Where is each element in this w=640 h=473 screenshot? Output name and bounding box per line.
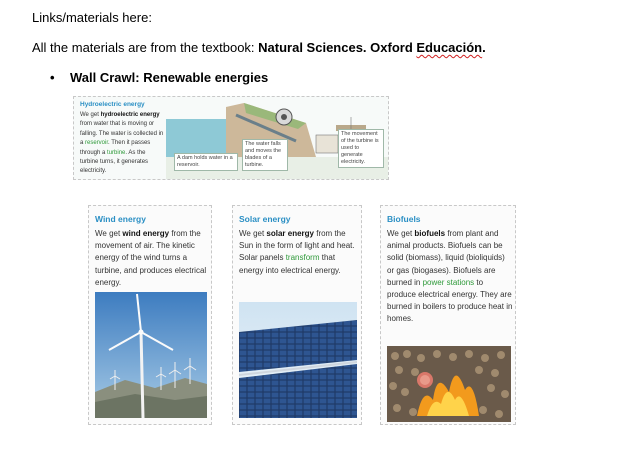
biofuels-text-e: to produce electrical energy. They are burned in boilers to produce heat in homes. [387,277,513,324]
wind-text-b: wind energy [122,229,170,238]
solar-text-b: solar energy [266,229,314,238]
wind-card [88,205,212,425]
solar-text-e: that energy into electrical energy. [239,253,341,275]
wind-turbine-photo [95,292,207,418]
wind-text-a: We get [95,229,123,238]
hydro-text-d: reservoir [85,140,109,147]
intro-prefix: All the materials are from the textbook: [32,40,259,55]
solar-title: Solar energy [239,214,291,224]
biofuels-text-a: We get [387,229,415,238]
hydro-text-a: We get [80,112,101,118]
book-title-text: Natural Sciences. Oxford [258,40,417,55]
intro-line [32,40,486,55]
bullet-item [50,70,268,85]
book-title [258,40,486,55]
hydro-text-g: . As the turbine turns, it generates electricity. [80,149,149,175]
callout-movement: The movement of the turbine is used to generate electricity. [338,129,384,168]
wind-text-c: from the movement of air. The kinetic energy of the wind turns a turbine, and produces electrical energy. [95,229,207,287]
biofuels-text-b: biofuels [414,229,446,238]
biofuels-title: Biofuels [387,214,421,224]
hydro-text-f: turbine [107,149,126,156]
bullet-symbol: • [50,70,55,85]
wind-title: Wind energy [95,214,146,224]
solar-text-a: We get [239,229,267,238]
hydro-text-e: . Then it passes through a [80,140,151,156]
hydro-title: Hydroelectric energy [80,101,145,108]
biofuels-text-c: from plant and animal products. Biofuels can be solid (biomass), liquid (bioliquids) or gas (biogases). Biofuels are burned in [387,229,505,287]
biomass-fire-photo [387,346,511,422]
book-end: . [482,40,486,55]
hydro-card [73,96,389,180]
hydro-text-c: from water that is moving or falling. The water is collected in a [80,121,164,147]
hydro-text-b: hydroelectric energy [100,112,160,118]
wind-text [95,228,207,289]
callout-water: The water falls and moves the blades of a turbine. [242,139,288,171]
solar-text-c: from the Sun in the form of light and heat. Solar panels [239,229,355,263]
biofuels-text-d: power stations [422,277,475,287]
solar-panels-photo [239,302,357,418]
biofuels-card [380,205,516,425]
bullet-text: Wall Crawl: Renewable energies [70,70,269,85]
callout-dam: A dam holds water in a reservoir. [174,153,238,171]
biofuels-text [387,228,513,326]
solar-text-d: transform [285,253,320,263]
links-heading: Links/materials here: [32,10,152,25]
solar-card [232,205,362,425]
hydro-text [80,111,164,177]
solar-text [239,228,359,277]
book-publisher: Educación [416,40,483,55]
